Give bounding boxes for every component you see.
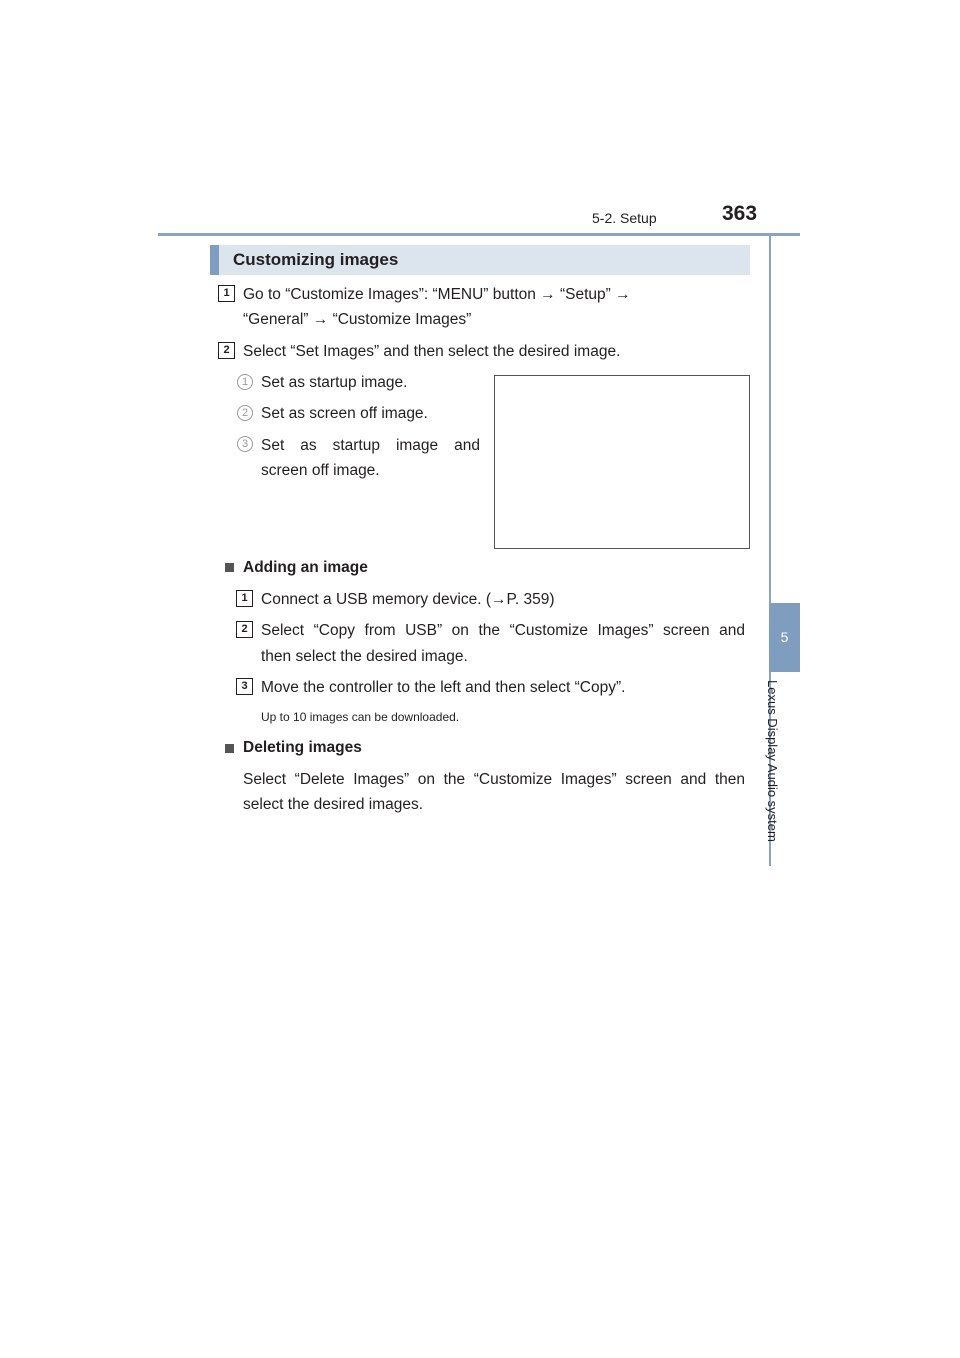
page-number: 363 (722, 202, 758, 225)
option-number: 1 (237, 374, 253, 390)
body-text: Select “Delete Images” on the “Customize Images” screen and then (243, 771, 745, 788)
step-text: Go to “Customize Images”: “MENU” button → “Setup” → (243, 286, 631, 303)
banner-title: Customizing images (233, 250, 399, 269)
step-text: “General” → “Customize Images” (243, 311, 472, 328)
bullet-square (225, 744, 234, 753)
chapter-tab: 5 (769, 603, 800, 672)
subheading: Adding an image (243, 559, 368, 576)
step-text: Connect a USB memory device. (→P. 359) (261, 591, 555, 608)
section-title: 5-2. Setup (592, 210, 657, 226)
step-number: 1 (218, 285, 235, 302)
option-number: 3 (237, 436, 253, 452)
bullet-square (225, 563, 234, 572)
step-text: Select “Set Images” and then select the desired image. (243, 343, 621, 360)
step-text: Select “Copy from USB” on the “Customize Images” screen and (261, 622, 745, 639)
chapter-label (752, 680, 812, 860)
step-number: 2 (218, 342, 235, 359)
option-text: Set as startup image. (261, 374, 408, 391)
step-number: 3 (236, 678, 253, 695)
step-text: Move the controller to the left and then select “Copy”. (261, 679, 626, 696)
section-banner (210, 245, 750, 275)
chapter-title: Lexus Display Audio system (765, 680, 780, 842)
screen-illustration (494, 375, 750, 549)
step-text: then select the desired image. (261, 648, 468, 665)
option-number: 2 (237, 405, 253, 421)
option-text: screen off image. (261, 462, 380, 479)
note-text: Up to 10 images can be downloaded. (261, 710, 460, 724)
body-text: select the desired images. (243, 796, 424, 813)
step-number: 2 (236, 621, 253, 638)
header-rule (158, 233, 800, 236)
option-text: Set as screen off image. (261, 405, 428, 422)
subheading: Deleting images (243, 739, 362, 756)
step-number: 1 (236, 590, 253, 607)
option-text: Set as startup image and (261, 437, 480, 454)
